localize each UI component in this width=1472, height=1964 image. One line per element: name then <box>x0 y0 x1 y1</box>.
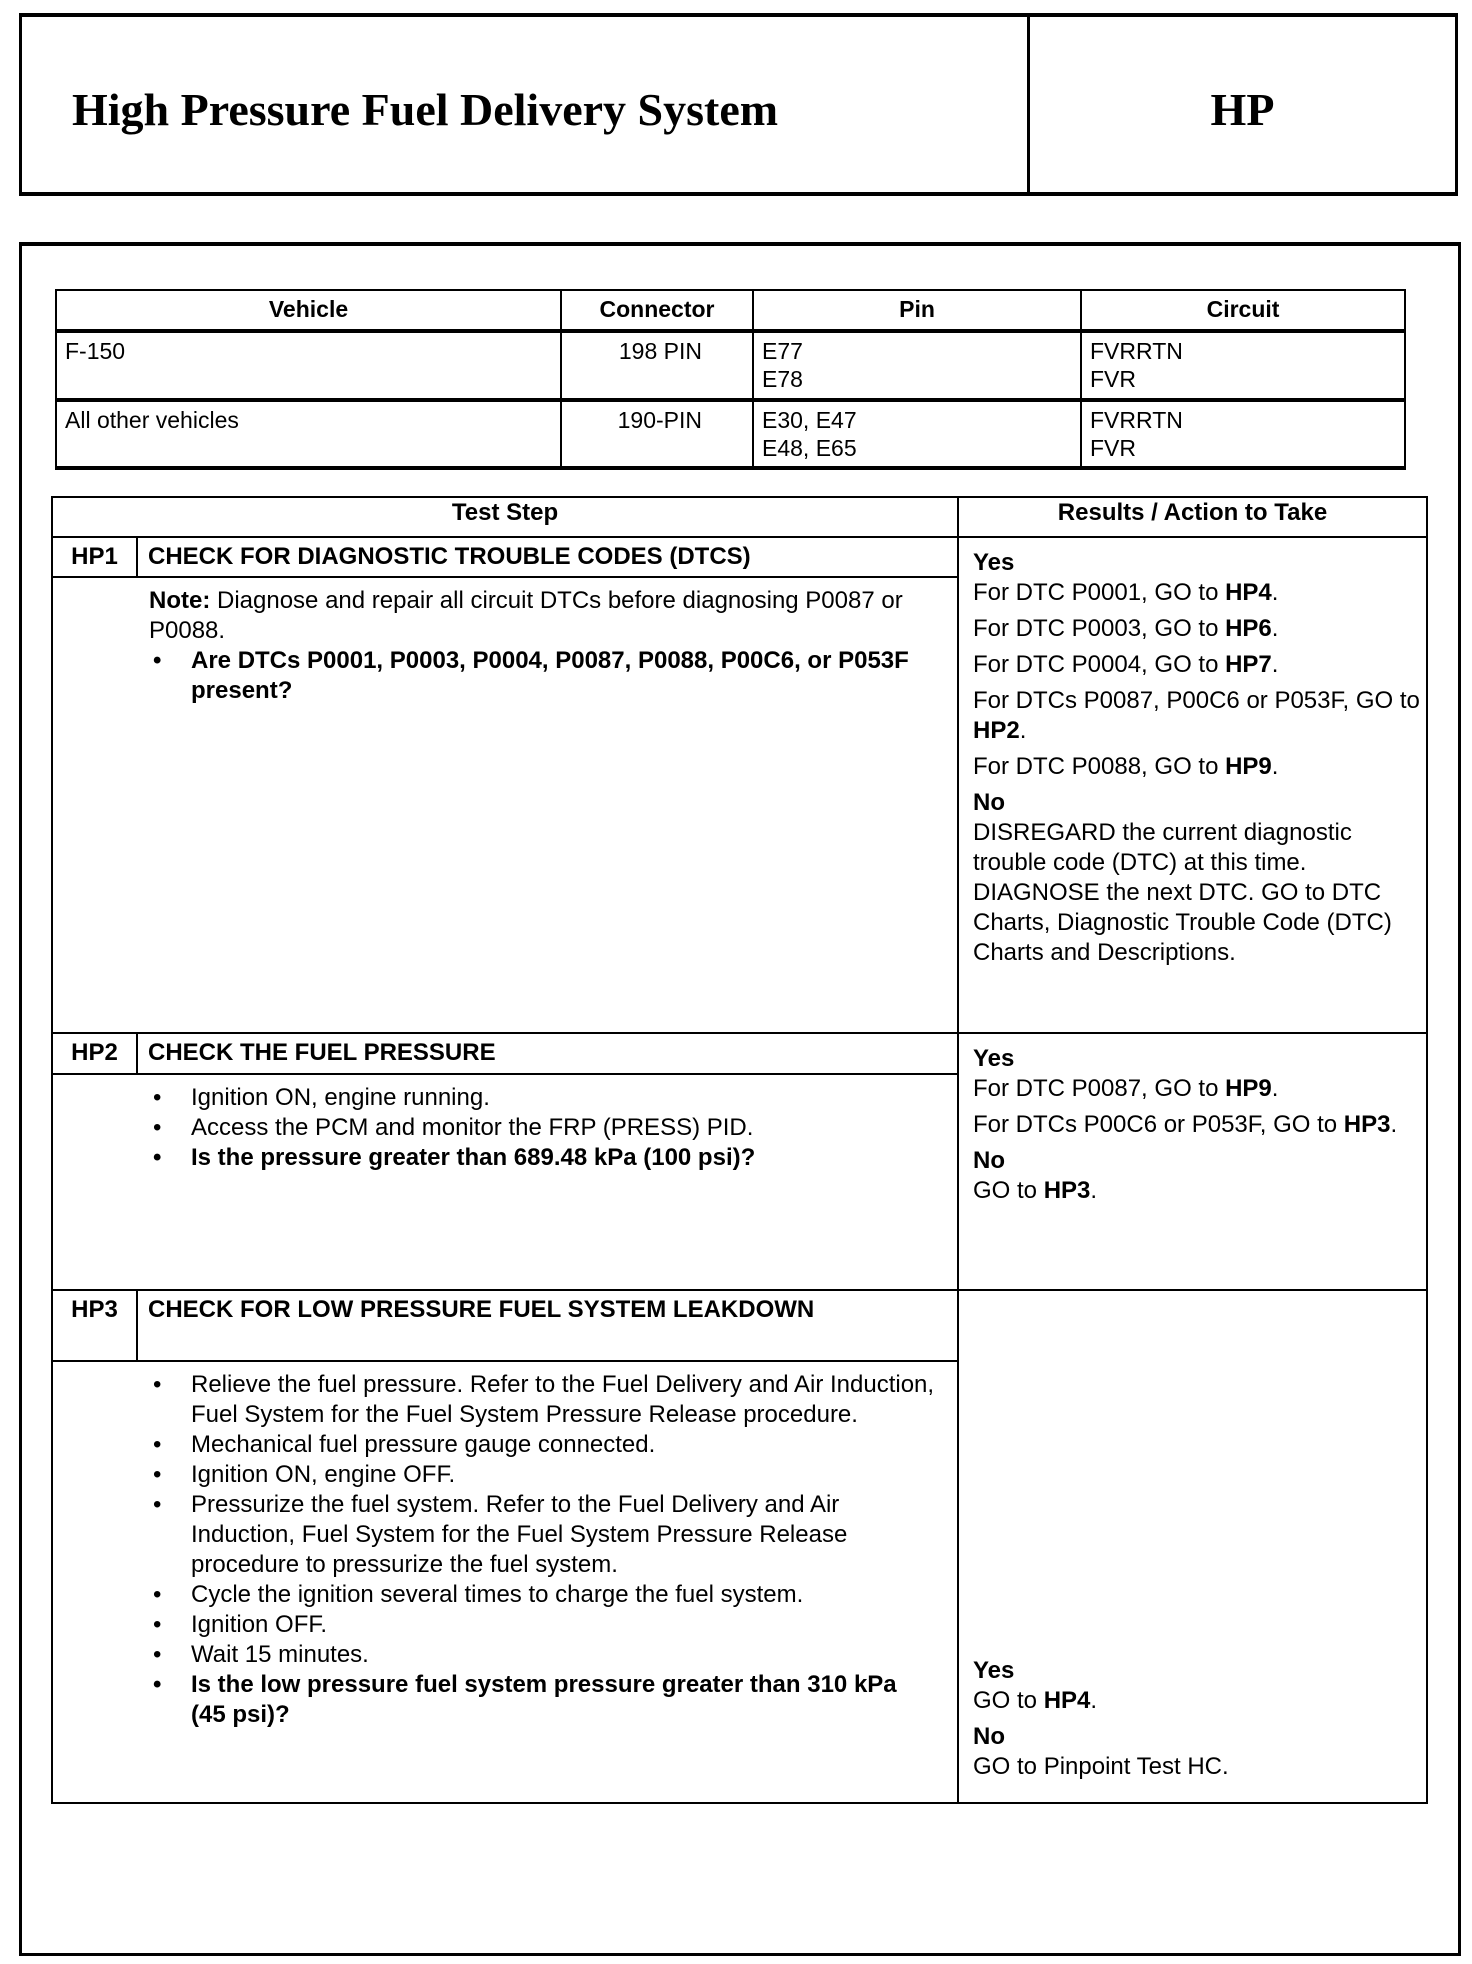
header-test-step: Test Step <box>52 497 958 537</box>
result-entry <box>973 686 1420 746</box>
bullet-item <box>149 1580 937 1610</box>
results-list <box>973 1301 1420 1788</box>
step-link[interactable]: HP3 <box>1343 1111 1391 1138</box>
step-bullets <box>149 646 937 706</box>
step-title: CHECK FOR LOW PRESSURE FUEL SYSTEM LEAKDOWN <box>137 1290 958 1361</box>
result-action: DISREGARD the current diagnostic trouble code (DTC) at this time. DIAGNOSE the next DTC. GO to DTC Charts, Diagnostic Trouble Code (DTC) Charts and Descriptions. <box>973 819 1392 966</box>
header-pin: Pin <box>753 290 1081 331</box>
circuit-value: FVRRTN <box>1090 338 1183 364</box>
result-punct: . <box>1090 1687 1098 1714</box>
circuit-cell <box>1081 331 1405 400</box>
results-list <box>973 548 1420 968</box>
result-entry <box>973 1146 1420 1206</box>
bullet-text: Ignition ON, engine OFF. <box>191 1461 456 1488</box>
bullet-icon: • <box>153 1671 162 1698</box>
result-text <box>973 578 1420 608</box>
bullet-item <box>149 646 937 706</box>
bullet-text: Relieve the fuel pressure. Refer to the Fuel Delivery and Air Induction, Fuel System for the Fuel System Pressure Release procedure. <box>191 1371 935 1428</box>
bullet-icon: • <box>153 647 162 674</box>
test-step-table <box>51 496 1428 1804</box>
result-text <box>973 752 1420 782</box>
result-text <box>973 1176 1420 1206</box>
result-label-yes: Yes <box>973 549 1015 576</box>
result-label-yes: Yes <box>973 1657 1015 1684</box>
step-link[interactable]: HP4 <box>1043 1687 1091 1714</box>
step-id: HP1 <box>52 537 137 577</box>
bullet-text: Wait 15 minutes. <box>191 1641 369 1668</box>
table-row <box>56 331 1405 400</box>
step-title-row <box>52 1290 1427 1361</box>
connector-table-header <box>56 290 1405 331</box>
section-code: HP <box>1210 84 1275 135</box>
bullet-icon: • <box>153 1581 162 1608</box>
result-entry <box>973 650 1420 680</box>
bullet-text: Cycle the ignition several times to charge the fuel system. <box>191 1581 804 1608</box>
result-entry <box>973 788 1420 968</box>
result-action: For DTC P0088, GO to <box>973 753 1226 780</box>
result-entry <box>973 1044 1420 1104</box>
result-punct: . <box>1271 615 1279 642</box>
note-label: Note: <box>149 587 211 614</box>
step-title: CHECK FOR DIAGNOSTIC TROUBLE CODES (DTCS) <box>137 537 958 577</box>
bullet-text: Ignition ON, engine running. <box>191 1084 490 1111</box>
result-action: For DTCs P00C6 or P053F, GO to <box>973 1111 1344 1138</box>
circuit-value: FVR <box>1090 366 1136 392</box>
bullet-icon: • <box>153 1461 162 1488</box>
step-link[interactable]: HP7 <box>1225 651 1272 678</box>
bullet-text: Access the PCM and monitor the FRP (PRESS) PID. <box>191 1114 754 1141</box>
bullet-item <box>149 1610 937 1640</box>
bullet-icon: • <box>153 1641 162 1668</box>
result-punct: . <box>1271 651 1279 678</box>
step-title: CHECK THE FUEL PRESSURE <box>137 1033 958 1074</box>
result-punct: . <box>1271 1075 1279 1102</box>
bullet-item <box>149 1083 937 1113</box>
step-bullets <box>149 1370 937 1730</box>
pin-cell <box>753 331 1081 400</box>
step-link[interactable]: HP2 <box>973 717 1020 744</box>
page-header <box>19 13 1458 196</box>
step-results <box>958 1290 1427 1803</box>
bullet-item <box>149 1640 937 1670</box>
result-action: GO to Pinpoint Test HC. <box>973 1753 1229 1780</box>
bullet-text: Mechanical fuel pressure gauge connected. <box>191 1431 656 1458</box>
result-action: GO to <box>973 1687 1044 1714</box>
header-connector: Connector <box>561 290 753 331</box>
pin-cell <box>753 400 1081 468</box>
bullet-icon: • <box>153 1611 162 1638</box>
bullet-icon: • <box>153 1084 162 1111</box>
result-entry <box>973 1656 1420 1716</box>
bullet-icon: • <box>153 1431 162 1458</box>
result-punct: . <box>1090 1177 1098 1204</box>
step-title-row <box>52 537 1427 577</box>
pin-value: E30, E47 <box>762 407 857 433</box>
result-punct: . <box>1271 579 1279 606</box>
result-text <box>973 686 1420 746</box>
test-table-header <box>52 497 1427 537</box>
step-link[interactable]: HP9 <box>1225 1075 1272 1102</box>
result-label-no: No <box>973 789 1005 816</box>
step-title-row <box>52 1033 1427 1074</box>
vehicle-cell: F-150 <box>56 331 561 400</box>
result-text <box>973 818 1420 968</box>
note-text: Diagnose and repair all circuit DTCs before diagnosing P0087 or P0088. <box>149 587 903 644</box>
step-note <box>149 586 937 646</box>
step-id-spacer <box>52 1074 137 1290</box>
result-action: For DTC P0001, GO to <box>973 579 1226 606</box>
bullet-item <box>149 1670 937 1730</box>
result-entry <box>973 614 1420 644</box>
bullet-text: Is the low pressure fuel system pressure greater than 310 kPa (45 psi)? <box>191 1671 897 1728</box>
result-action: For DTC P0087, GO to <box>973 1075 1226 1102</box>
step-results <box>958 1033 1427 1290</box>
vehicle-cell: All other vehicles <box>56 400 561 468</box>
pin-value: E48, E65 <box>762 435 857 461</box>
step-instructions <box>137 577 958 1033</box>
step-link[interactable]: HP4 <box>1225 579 1272 606</box>
step-id-spacer <box>52 577 137 1033</box>
step-instructions <box>137 1361 958 1803</box>
step-bullets <box>149 1083 937 1173</box>
bullet-icon: • <box>153 1371 162 1398</box>
bullet-item <box>149 1370 937 1430</box>
header-vehicle: Vehicle <box>56 290 561 331</box>
circuit-value: FVRRTN <box>1090 407 1183 433</box>
result-punct: . <box>1271 753 1279 780</box>
result-label-no: No <box>973 1723 1005 1750</box>
results-list <box>973 1044 1420 1206</box>
step-id: HP2 <box>52 1033 137 1074</box>
bullet-text: Pressurize the fuel system. Refer to the Fuel Delivery and Air Induction, Fuel System for the Fuel System Pressure Release procedure to pressurize the fuel system. <box>191 1491 848 1578</box>
bullet-item <box>149 1430 937 1460</box>
circuit-cell <box>1081 400 1405 468</box>
pin-value: E78 <box>762 366 803 392</box>
result-text <box>973 614 1420 644</box>
step-id-spacer <box>52 1361 137 1803</box>
header-results: Results / Action to Take <box>958 497 1427 537</box>
connector-table <box>55 289 1406 470</box>
page-title: High Pressure Fuel Delivery System <box>72 84 779 135</box>
result-entry <box>973 752 1420 782</box>
result-entry <box>973 548 1420 608</box>
result-action: GO to <box>973 1177 1044 1204</box>
pin-value: E77 <box>762 338 803 364</box>
bullet-item <box>149 1143 937 1173</box>
bullet-item <box>149 1113 937 1143</box>
result-text <box>973 1752 1420 1782</box>
bullet-item <box>149 1490 937 1580</box>
result-entry <box>973 1722 1420 1782</box>
result-text <box>973 1110 1420 1140</box>
step-link[interactable]: HP9 <box>1225 753 1272 780</box>
result-action: For DTC P0003, GO to <box>973 615 1226 642</box>
bullet-icon: • <box>153 1144 162 1171</box>
result-punct: . <box>1019 717 1027 744</box>
circuit-value: FVR <box>1090 435 1136 461</box>
connector-cell: 198 PIN <box>561 331 753 400</box>
result-text <box>973 650 1420 680</box>
step-link[interactable]: HP3 <box>1043 1177 1091 1204</box>
connector-cell: 190-PIN <box>561 400 753 468</box>
result-entry <box>973 1110 1420 1140</box>
result-action: For DTCs P0087, P00C6 or P053F, GO to <box>973 687 1420 714</box>
bullet-text: Are DTCs P0001, P0003, P0004, P0087, P0088, P00C6, or P053F present? <box>191 647 909 704</box>
bullet-text: Is the pressure greater than 689.48 kPa (100 psi)? <box>191 1144 756 1171</box>
result-text <box>973 1686 1420 1716</box>
step-id: HP3 <box>52 1290 137 1361</box>
result-punct: . <box>1390 1111 1398 1138</box>
bullet-item <box>149 1460 937 1490</box>
bullet-icon: • <box>153 1491 162 1518</box>
header-circuit: Circuit <box>1081 290 1405 331</box>
bullet-icon: • <box>153 1114 162 1141</box>
step-link[interactable]: HP6 <box>1225 615 1272 642</box>
result-label-yes: Yes <box>973 1045 1015 1072</box>
bullet-text: Ignition OFF. <box>191 1611 328 1638</box>
result-text <box>973 1074 1420 1104</box>
result-action: For DTC P0004, GO to <box>973 651 1226 678</box>
table-row <box>56 400 1405 468</box>
step-instructions <box>137 1074 958 1290</box>
step-results <box>958 537 1427 1033</box>
result-label-no: No <box>973 1147 1005 1174</box>
